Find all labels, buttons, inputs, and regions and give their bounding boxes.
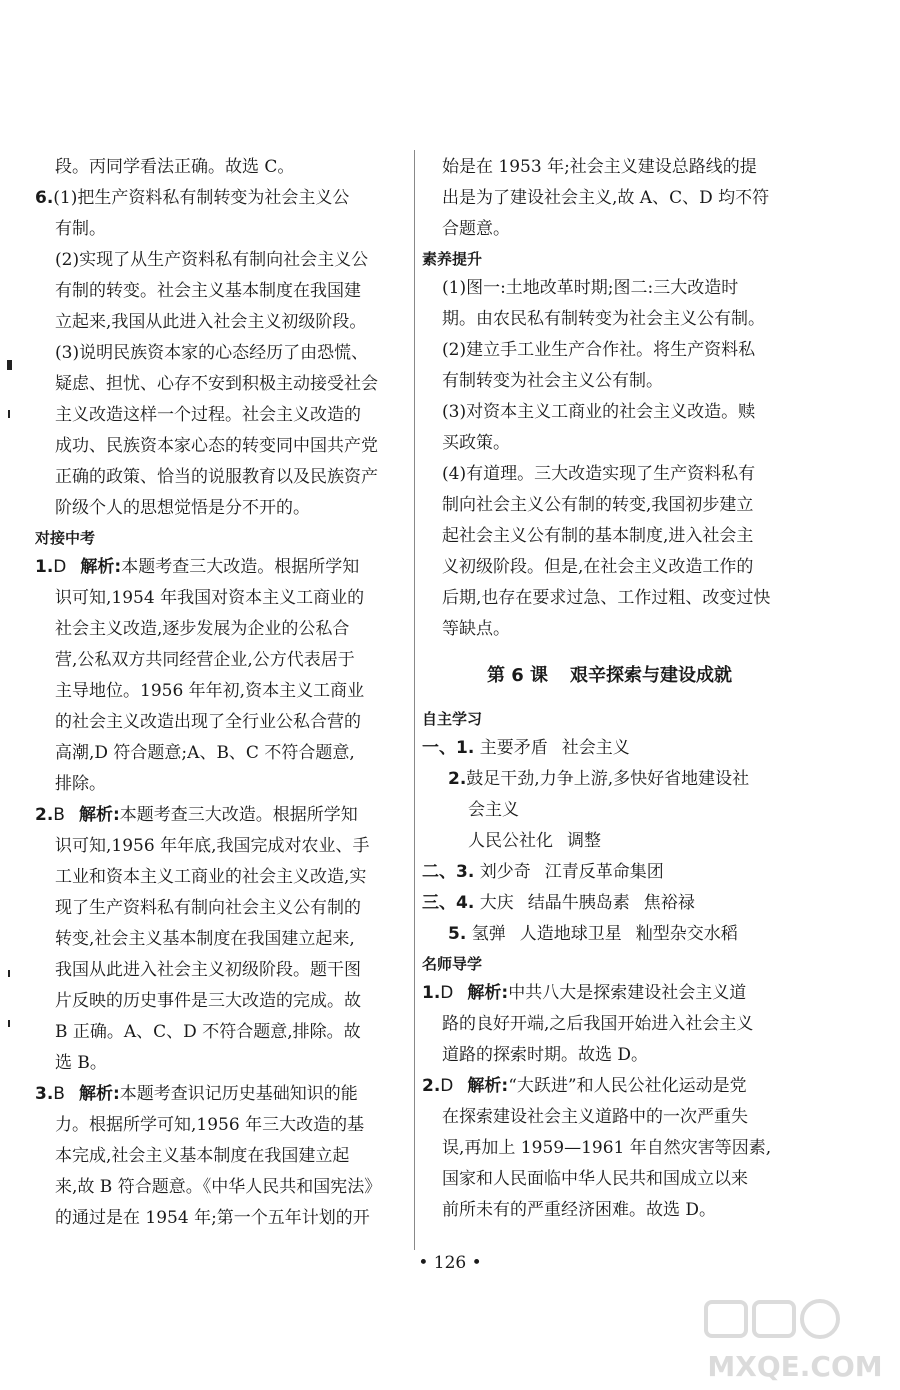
text-line: 买政策。 xyxy=(442,433,510,453)
answer-text: 主要矛盾 xyxy=(479,738,548,758)
page-number: • 126 • xyxy=(418,1253,482,1273)
item-number: 2. xyxy=(448,769,467,789)
question-number: 3. xyxy=(35,1084,54,1104)
text-line: “大跃进”和人民公社化运动是党 xyxy=(508,1076,747,1096)
text-line: 段。丙同学看法正确。故选 C。 xyxy=(55,157,295,177)
text-line: (1)把生产资料私有制转变为社会主义公 xyxy=(53,188,350,208)
text-line: 识可知,1956 年年底,我国完成对农业、手 xyxy=(55,836,370,856)
scan-mark xyxy=(8,970,10,977)
text-line: 合题意。 xyxy=(442,219,510,239)
text-line: 选 B。 xyxy=(55,1053,107,1073)
analysis-label: 解析: xyxy=(80,557,122,577)
section-heading: 名师导学 xyxy=(422,955,483,973)
text-line: 义初级阶段。但是,在社会主义改造工作的 xyxy=(442,557,754,577)
answer-text: 人民公社化 xyxy=(468,831,553,851)
answer-text: 社会主义 xyxy=(561,738,630,758)
text-line: 始是在 1953 年;社会主义建设总路线的提 xyxy=(442,157,757,177)
question-number: 1. xyxy=(35,557,54,577)
text-line: 本题考查识记历史基础知识的能 xyxy=(119,1084,358,1104)
text-line: 排除。 xyxy=(55,774,106,794)
watermark-text: MXQE.COM xyxy=(707,1350,883,1383)
answer-text: 大庆 xyxy=(479,893,514,913)
text-line: 有制的转变。社会主义基本制度在我国建 xyxy=(55,281,361,301)
scan-mark xyxy=(7,360,12,370)
fill-answer xyxy=(422,764,797,795)
text-line: 等缺点。 xyxy=(442,619,510,639)
text-line: 有制。 xyxy=(55,219,106,239)
fill-answer xyxy=(422,888,797,919)
left-column xyxy=(35,152,407,1234)
text-line: 中共八大是探索建设社会主义道 xyxy=(508,983,747,1003)
text-line: 本题考查三大改造。根据所学知 xyxy=(119,805,358,825)
answer-3 xyxy=(35,1079,407,1110)
answer-letter: D xyxy=(440,1076,454,1096)
text-line: 社会主义改造,逐步发展为企业的公私合 xyxy=(55,619,350,639)
item-number: 一、1. xyxy=(422,738,475,758)
answer-1 xyxy=(35,552,407,583)
text-line: 工业和资本主义工商业的社会主义改造,实 xyxy=(55,867,367,887)
text-line: 片反映的历史事件是三大改造的完成。故 xyxy=(55,991,361,1011)
text-line: 有制转变为社会主义公有制。 xyxy=(442,371,663,391)
text-line: 阶级个人的思想觉悟是分不开的。 xyxy=(55,498,310,518)
text-line: (1)图一:土地改革时期;图二:三大改造时 xyxy=(442,278,739,298)
text-line: 期。由农民私有制转变为社会主义公有制。 xyxy=(442,309,765,329)
analysis-label: 解析: xyxy=(467,1076,509,1096)
text-line: B 正确。A、C、D 不符合题意,排除。故 xyxy=(55,1022,361,1042)
question-number: 1. xyxy=(422,983,441,1003)
text-line: 我国从此进入社会主义初级阶段。题干图 xyxy=(55,960,361,980)
text-line: (3)说明民族资本家的心态经历了由恐慌、 xyxy=(55,343,369,363)
text-line: 主义改造这样一个过程。社会主义改造的 xyxy=(55,405,361,425)
text-line: 起社会主义公有制的基本制度,进入社会主 xyxy=(442,526,754,546)
question-number: 2. xyxy=(35,805,54,825)
answer-text: 刘少奇 xyxy=(479,862,531,882)
right-column xyxy=(422,152,797,1226)
text-line: 立起来,我国从此进入社会主义初级阶段。 xyxy=(55,312,367,332)
column-divider xyxy=(414,150,415,1250)
answer-2 xyxy=(35,800,407,831)
text-line: 本题考查三大改造。根据所学知 xyxy=(121,557,360,577)
text-line: 制向社会主义公有制的转变,我国初步建立 xyxy=(442,495,754,515)
question-number: 2. xyxy=(422,1076,441,1096)
answer-2 xyxy=(422,1071,797,1102)
text-line: 营,公私双方共同经营企业,公方代表居于 xyxy=(55,650,355,670)
answer-letter: D xyxy=(53,557,67,577)
text-line: (4)有道理。三大改造实现了生产资料私有 xyxy=(442,464,756,484)
text-line: 国家和人民面临中华人民共和国成立以来 xyxy=(442,1169,748,1189)
text-line: 后期,也存在要求过急、工作过粗、改变过快 xyxy=(442,588,771,608)
text-line: 成功、民族资本家心态的转变同中国共产党 xyxy=(55,436,378,456)
answer-text: 江青反革命集团 xyxy=(544,862,664,882)
answer-text: 焦裕禄 xyxy=(643,893,695,913)
section-heading: 对接中考 xyxy=(35,529,96,547)
fill-answer xyxy=(422,919,797,950)
text-line: 在探索建设社会主义道路中的一次严重失 xyxy=(442,1107,748,1127)
text-line: 出是为了建设社会主义,故 A、C、D 均不符 xyxy=(442,188,770,208)
section-heading: 素养提升 xyxy=(422,250,483,268)
text-line: 路的良好开端,之后我国开始进入社会主义 xyxy=(442,1014,754,1034)
text-line: 的通过是在 1954 年;第一个五年计划的开 xyxy=(55,1208,370,1228)
fill-answer xyxy=(422,826,797,857)
answer-letter: B xyxy=(53,1084,65,1104)
text-line: 误,再加上 1959—1961 年自然灾害等因素, xyxy=(442,1138,772,1158)
analysis-label: 解析: xyxy=(78,805,120,825)
scan-mark xyxy=(8,1020,10,1027)
text-line: 的社会主义改造出现了全行业公私合营的 xyxy=(55,712,361,732)
question-6 xyxy=(35,183,407,214)
item-number: 三、4. xyxy=(422,893,475,913)
text-line: 力。根据所学可知,1956 年三大改造的基 xyxy=(55,1115,365,1135)
text-line: 转变,社会主义基本制度在我国建立起来, xyxy=(55,929,355,949)
fill-answer xyxy=(422,857,797,888)
text-line: 正确的政策、恰当的说服教育以及民族资产 xyxy=(55,467,378,487)
answer-text: 鼓足干劲,力争上游,多快好省地建设社 xyxy=(466,769,750,789)
scan-mark xyxy=(8,410,10,418)
text-line: 主导地位。1956 年年初,资本主义工商业 xyxy=(55,681,365,701)
answer-text: 调整 xyxy=(567,831,601,851)
question-number: 6. xyxy=(35,188,54,208)
analysis-label: 解析: xyxy=(467,983,509,1003)
item-number: 5. xyxy=(448,924,467,944)
text-line: 前所未有的严重经济困难。故选 D。 xyxy=(442,1200,717,1220)
text-line: 识可知,1954 年我国对资本主义工商业的 xyxy=(55,588,365,608)
answer-text: 籼型杂交水稻 xyxy=(635,924,738,944)
text-line: 现了生产资料私有制向社会主义公有制的 xyxy=(55,898,361,918)
text-line: (3)对资本主义工商业的社会主义改造。赎 xyxy=(442,402,756,422)
text-line: 疑虑、担忧、心存不安到积极主动接受社会 xyxy=(55,374,378,394)
watermark-logo xyxy=(700,1296,890,1386)
answer-text: 结晶牛胰岛素 xyxy=(527,893,630,913)
analysis-label: 解析: xyxy=(78,1084,120,1104)
text-line: 本完成,社会主义基本制度在我国建立起 xyxy=(55,1146,350,1166)
answer-text: 会主义 xyxy=(468,800,519,820)
text-line: (2)建立手工业生产合作社。将生产资料私 xyxy=(442,340,756,360)
fill-answer xyxy=(422,733,797,764)
lesson-name: 艰辛探索与建设成就 xyxy=(570,665,733,686)
text-line: 道路的探索时期。故选 D。 xyxy=(442,1045,649,1065)
answer-letter: B xyxy=(53,805,65,825)
answer-letter: D xyxy=(440,983,454,1003)
answer-1 xyxy=(422,978,797,1009)
text-line: 来,故 B 符合题意。《中华人民共和国宪法》 xyxy=(55,1177,382,1197)
text-line: (2)实现了从生产资料私有制向社会主义公 xyxy=(55,250,369,270)
item-number: 二、3. xyxy=(422,862,475,882)
answer-text: 人造地球卫星 xyxy=(519,924,622,944)
lesson-title xyxy=(422,659,797,693)
answer-text: 氢弹 xyxy=(471,924,506,944)
section-heading: 自主学习 xyxy=(422,710,483,728)
text-line: 高潮,D 符合题意;A、B、C 不符合题意, xyxy=(55,743,355,763)
lesson-number: 第 6 课 xyxy=(486,665,549,686)
